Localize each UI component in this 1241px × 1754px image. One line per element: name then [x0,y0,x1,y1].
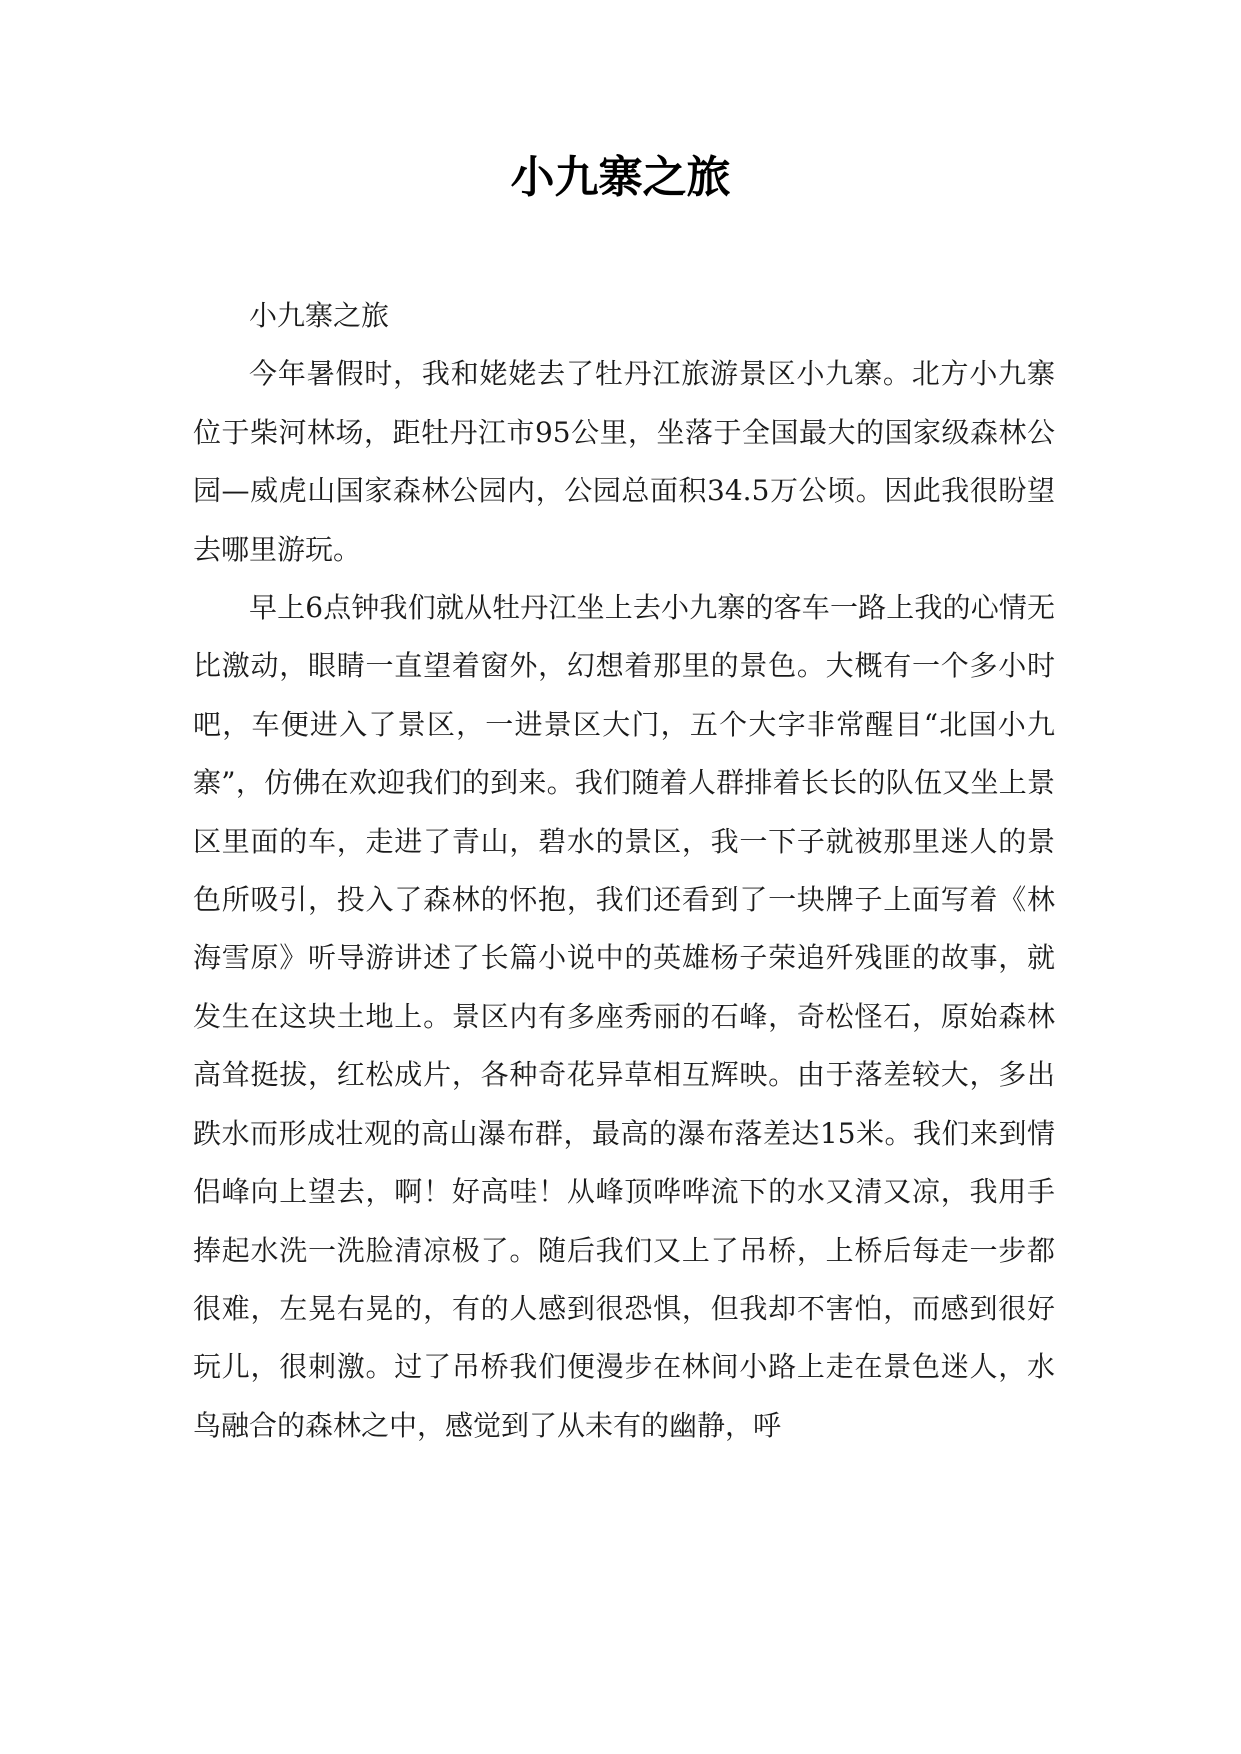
paragraph-subtitle: 小九寨之旅 [249,299,390,332]
paragraph-intro: 今年暑假时，我和姥姥去了牡丹江旅游景区小九寨。北方小九寨位于柴河林场，距牡丹江市95公里，坐落于全国最大的国家级森林公园—威虎山国家森林公园内，公园总面积34.5万公顷。因此我很盼望去哪里游玩。 [193,357,1055,566]
document-title: 小九寨之旅 [510,152,731,203]
paragraph-journey: 早上6点钟我们就从牡丹江坐上去小九寨的客车一路上我的心情无比激动，眼睛一直望着窗外，幻想着那里的景色。大概有一个多小时吧，车便进入了景区，一进景区大门，五个大字非常醒目“北国小九寨”，仿佛在欢迎我们的到来。我们随着人群排着长长的队伍又坐上景区里面的车，走进了青山，碧水的景区，我一下子就被那里迷人的景色所吸引，投入了森林的怀抱，我们还看到了一块牌子上面写着《林海雪原》听导游讲述了长篇小说中的英雄杨子荣追歼残匪的故事，就发生在这块土地上。景区内有多座秀丽的石峰，奇松怪石，原始森林高耸挺拔，红松成片，各种奇花异草相互辉映。由于落差较大，多出跌水而形成壮观的高山瀑布群，最高的瀑布落差达15米。我们来到情侣峰向上望去，啊！好高哇！从峰顶哗哗流下的水又清又凉，我用手捧起水洗一洗脸清凉极了。随后我们又上了吊桥，上桥后每走一步都很难，左晃右晃的，有的人感到很恐惧，但我却不害怕，而感到很好玩儿，很刺激。过了吊桥我们便漫步在林间小路上走在景色迷人，水鸟融合的森林之中，感觉到了从未有的幽静，呼 [193,591,1055,1442]
document-body [193,287,1055,1455]
